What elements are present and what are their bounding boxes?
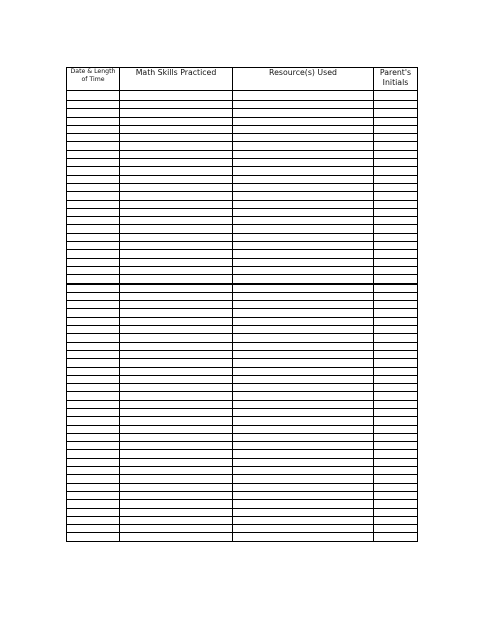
cell-date[interactable] xyxy=(67,134,120,142)
cell-skills[interactable] xyxy=(120,467,233,475)
cell-initials[interactable] xyxy=(374,359,418,367)
column-header-parents-initials xyxy=(374,68,418,91)
table-row xyxy=(67,450,418,458)
cell-initials[interactable] xyxy=(374,200,418,208)
cell-skills[interactable] xyxy=(120,258,233,266)
cell-initials[interactable] xyxy=(374,142,418,150)
cell-date[interactable] xyxy=(67,483,120,491)
cell-resources[interactable] xyxy=(233,350,374,358)
cell-resources[interactable] xyxy=(233,208,374,216)
cell-date[interactable] xyxy=(67,442,120,450)
cell-resources[interactable] xyxy=(233,408,374,416)
cell-initials[interactable] xyxy=(374,150,418,158)
cell-date[interactable] xyxy=(67,117,120,125)
table-row xyxy=(67,200,418,208)
cell-skills[interactable] xyxy=(120,167,233,175)
cell-initials[interactable] xyxy=(374,167,418,175)
cell-skills[interactable] xyxy=(120,442,233,450)
table-row xyxy=(67,183,418,191)
cell-initials[interactable] xyxy=(374,292,418,300)
table-row xyxy=(67,350,418,358)
cell-resources[interactable] xyxy=(233,284,374,293)
cell-date[interactable] xyxy=(67,109,120,117)
cell-resources[interactable] xyxy=(233,491,374,499)
cell-initials[interactable] xyxy=(374,192,418,200)
table-row xyxy=(67,292,418,300)
cell-resources[interactable] xyxy=(233,159,374,167)
cell-skills[interactable] xyxy=(120,183,233,191)
cell-date[interactable] xyxy=(67,450,120,458)
cell-date[interactable] xyxy=(67,525,120,533)
cell-skills[interactable] xyxy=(120,134,233,142)
table-row xyxy=(67,326,418,334)
cell-resources[interactable] xyxy=(233,516,374,524)
cell-skills[interactable] xyxy=(120,334,233,342)
cell-skills[interactable] xyxy=(120,109,233,117)
cell-date[interactable] xyxy=(67,167,120,175)
cell-initials[interactable] xyxy=(374,525,418,533)
cell-initials[interactable] xyxy=(374,350,418,358)
table-row xyxy=(67,458,418,466)
cell-skills[interactable] xyxy=(120,192,233,200)
table-row xyxy=(67,375,418,383)
cell-date[interactable] xyxy=(67,125,120,133)
cell-resources[interactable] xyxy=(233,142,374,150)
cell-resources[interactable] xyxy=(233,225,374,233)
cell-skills[interactable] xyxy=(120,475,233,483)
cell-resources[interactable] xyxy=(233,91,374,101)
table-row xyxy=(67,425,418,433)
cell-skills[interactable] xyxy=(120,392,233,400)
cell-skills[interactable] xyxy=(120,292,233,300)
cell-skills[interactable] xyxy=(120,242,233,250)
cell-resources[interactable] xyxy=(233,467,374,475)
cell-skills[interactable] xyxy=(120,142,233,150)
cell-date[interactable] xyxy=(67,309,120,317)
cell-date[interactable] xyxy=(67,350,120,358)
cell-date[interactable] xyxy=(67,500,120,508)
cell-initials[interactable] xyxy=(374,491,418,499)
cell-skills[interactable] xyxy=(120,266,233,274)
cell-resources[interactable] xyxy=(233,250,374,258)
cell-resources[interactable] xyxy=(233,342,374,350)
table-row xyxy=(67,125,418,133)
cell-date[interactable] xyxy=(67,475,120,483)
table-row xyxy=(67,533,418,541)
cell-resources[interactable] xyxy=(233,101,374,109)
cell-initials[interactable] xyxy=(374,225,418,233)
cell-date[interactable] xyxy=(67,200,120,208)
table-row xyxy=(67,475,418,483)
date-header-line-1: Date & Length xyxy=(70,68,116,75)
cell-skills[interactable] xyxy=(120,159,233,167)
cell-initials[interactable] xyxy=(374,533,418,541)
cell-resources[interactable] xyxy=(233,375,374,383)
table-row xyxy=(67,275,418,284)
table-row xyxy=(67,367,418,375)
table-row xyxy=(67,417,418,425)
cell-date[interactable] xyxy=(67,250,120,258)
cell-resources[interactable] xyxy=(233,301,374,309)
cell-skills[interactable] xyxy=(120,359,233,367)
cell-initials[interactable] xyxy=(374,266,418,274)
cell-resources[interactable] xyxy=(233,125,374,133)
cell-resources[interactable] xyxy=(233,359,374,367)
cell-date[interactable] xyxy=(67,208,120,216)
cell-initials[interactable] xyxy=(374,500,418,508)
cell-initials[interactable] xyxy=(374,408,418,416)
table-row xyxy=(67,467,418,475)
table-row xyxy=(67,117,418,125)
table-row xyxy=(67,442,418,450)
table-row xyxy=(67,150,418,158)
cell-date[interactable] xyxy=(67,425,120,433)
cell-date[interactable] xyxy=(67,317,120,325)
cell-skills[interactable] xyxy=(120,533,233,541)
column-header-math-skills: Math Skills Practiced xyxy=(120,68,233,91)
cell-skills[interactable] xyxy=(120,458,233,466)
cell-initials[interactable] xyxy=(374,134,418,142)
cell-skills[interactable] xyxy=(120,125,233,133)
table-row xyxy=(67,334,418,342)
cell-skills[interactable] xyxy=(120,525,233,533)
table-row xyxy=(67,284,418,293)
cell-date[interactable] xyxy=(67,375,120,383)
cell-resources[interactable] xyxy=(233,117,374,125)
table-row xyxy=(67,408,418,416)
cell-skills[interactable] xyxy=(120,375,233,383)
table-row xyxy=(67,392,418,400)
cell-initials[interactable] xyxy=(374,301,418,309)
cell-date[interactable] xyxy=(67,326,120,334)
cell-initials[interactable] xyxy=(374,91,418,101)
cell-resources[interactable] xyxy=(233,167,374,175)
date-header-line-2: of Time xyxy=(81,76,105,83)
cell-initials[interactable] xyxy=(374,309,418,317)
cell-initials[interactable] xyxy=(374,417,418,425)
cell-initials[interactable] xyxy=(374,442,418,450)
cell-initials[interactable] xyxy=(374,516,418,524)
cell-date[interactable] xyxy=(67,301,120,309)
cell-resources[interactable] xyxy=(233,258,374,266)
cell-initials[interactable] xyxy=(374,117,418,125)
cell-date[interactable] xyxy=(67,292,120,300)
cell-resources[interactable] xyxy=(233,326,374,334)
cell-initials[interactable] xyxy=(374,400,418,408)
cell-skills[interactable] xyxy=(120,309,233,317)
table-row xyxy=(67,500,418,508)
cell-resources[interactable] xyxy=(233,525,374,533)
cell-skills[interactable] xyxy=(120,450,233,458)
cell-initials[interactable] xyxy=(374,208,418,216)
table-body xyxy=(67,91,418,542)
table-row xyxy=(67,508,418,516)
cell-resources[interactable] xyxy=(233,400,374,408)
table-row xyxy=(67,192,418,200)
cell-resources[interactable] xyxy=(233,483,374,491)
cell-resources[interactable] xyxy=(233,150,374,158)
cell-resources[interactable] xyxy=(233,334,374,342)
cell-date[interactable] xyxy=(67,192,120,200)
cell-resources[interactable] xyxy=(233,367,374,375)
cell-initials[interactable] xyxy=(374,326,418,334)
table-row xyxy=(67,109,418,117)
cell-initials[interactable] xyxy=(374,317,418,325)
cell-date[interactable] xyxy=(67,433,120,441)
cell-resources[interactable] xyxy=(233,458,374,466)
cell-resources[interactable] xyxy=(233,442,374,450)
cell-resources[interactable] xyxy=(233,450,374,458)
cell-skills[interactable] xyxy=(120,301,233,309)
cell-skills[interactable] xyxy=(120,217,233,225)
cell-resources[interactable] xyxy=(233,275,374,284)
cell-skills[interactable] xyxy=(120,175,233,183)
cell-date[interactable] xyxy=(67,233,120,241)
cell-resources[interactable] xyxy=(233,175,374,183)
cell-initials[interactable] xyxy=(374,334,418,342)
cell-initials[interactable] xyxy=(374,217,418,225)
table-row xyxy=(67,250,418,258)
cell-skills[interactable] xyxy=(120,400,233,408)
table-row xyxy=(67,242,418,250)
cell-resources[interactable] xyxy=(233,508,374,516)
cell-initials[interactable] xyxy=(374,450,418,458)
cell-date[interactable] xyxy=(67,150,120,158)
cell-resources[interactable] xyxy=(233,192,374,200)
cell-resources[interactable] xyxy=(233,317,374,325)
table-row xyxy=(67,175,418,183)
math-practice-log-table xyxy=(66,67,418,542)
cell-initials[interactable] xyxy=(374,467,418,475)
cell-initials[interactable] xyxy=(374,483,418,491)
column-header-date-length xyxy=(67,68,120,91)
cell-initials[interactable] xyxy=(374,458,418,466)
initials-header-line-2: Initials xyxy=(382,78,409,87)
cell-skills[interactable] xyxy=(120,350,233,358)
cell-initials[interactable] xyxy=(374,284,418,293)
cell-skills[interactable] xyxy=(120,317,233,325)
cell-initials[interactable] xyxy=(374,109,418,117)
cell-initials[interactable] xyxy=(374,375,418,383)
cell-resources[interactable] xyxy=(233,217,374,225)
cell-date[interactable] xyxy=(67,392,120,400)
table-row xyxy=(67,225,418,233)
cell-skills[interactable] xyxy=(120,225,233,233)
cell-skills[interactable] xyxy=(120,384,233,392)
cell-initials[interactable] xyxy=(374,425,418,433)
cell-initials[interactable] xyxy=(374,183,418,191)
table-row xyxy=(67,384,418,392)
cell-skills[interactable] xyxy=(120,326,233,334)
cell-skills[interactable] xyxy=(120,425,233,433)
cell-date[interactable] xyxy=(67,516,120,524)
table-row xyxy=(67,400,418,408)
table-header-row xyxy=(67,68,418,91)
cell-resources[interactable] xyxy=(233,533,374,541)
cell-skills[interactable] xyxy=(120,101,233,109)
table-row xyxy=(67,433,418,441)
cell-skills[interactable] xyxy=(120,208,233,216)
cell-skills[interactable] xyxy=(120,233,233,241)
table-row xyxy=(67,359,418,367)
cell-date[interactable] xyxy=(67,284,120,293)
cell-skills[interactable] xyxy=(120,150,233,158)
table-row xyxy=(67,342,418,350)
table-row xyxy=(67,317,418,325)
table-row xyxy=(67,483,418,491)
table-row xyxy=(67,258,418,266)
cell-resources[interactable] xyxy=(233,266,374,274)
table-row xyxy=(67,491,418,499)
cell-resources[interactable] xyxy=(233,384,374,392)
cell-date[interactable] xyxy=(67,359,120,367)
cell-initials[interactable] xyxy=(374,159,418,167)
cell-skills[interactable] xyxy=(120,500,233,508)
cell-skills[interactable] xyxy=(120,367,233,375)
table-row xyxy=(67,266,418,274)
cell-skills[interactable] xyxy=(120,275,233,284)
table-row xyxy=(67,91,418,101)
table-row xyxy=(67,167,418,175)
cell-resources[interactable] xyxy=(233,417,374,425)
cell-skills[interactable] xyxy=(120,250,233,258)
cell-skills[interactable] xyxy=(120,408,233,416)
table-row xyxy=(67,217,418,225)
cell-resources[interactable] xyxy=(233,433,374,441)
cell-resources[interactable] xyxy=(233,242,374,250)
cell-initials[interactable] xyxy=(374,367,418,375)
cell-initials[interactable] xyxy=(374,384,418,392)
cell-skills[interactable] xyxy=(120,91,233,101)
cell-resources[interactable] xyxy=(233,233,374,241)
cell-date[interactable] xyxy=(67,342,120,350)
cell-date[interactable] xyxy=(67,258,120,266)
cell-skills[interactable] xyxy=(120,284,233,293)
cell-date[interactable] xyxy=(67,417,120,425)
cell-resources[interactable] xyxy=(233,309,374,317)
table-row xyxy=(67,208,418,216)
cell-skills[interactable] xyxy=(120,508,233,516)
cell-skills[interactable] xyxy=(120,433,233,441)
cell-initials[interactable] xyxy=(374,392,418,400)
cell-resources[interactable] xyxy=(233,475,374,483)
cell-initials[interactable] xyxy=(374,475,418,483)
cell-skills[interactable] xyxy=(120,516,233,524)
cell-resources[interactable] xyxy=(233,134,374,142)
table-row xyxy=(67,159,418,167)
cell-date[interactable] xyxy=(67,408,120,416)
cell-date[interactable] xyxy=(67,159,120,167)
cell-resources[interactable] xyxy=(233,500,374,508)
table-row xyxy=(67,142,418,150)
cell-date[interactable] xyxy=(67,458,120,466)
cell-date[interactable] xyxy=(67,242,120,250)
cell-date[interactable] xyxy=(67,91,120,101)
cell-resources[interactable] xyxy=(233,183,374,191)
cell-skills[interactable] xyxy=(120,417,233,425)
cell-initials[interactable] xyxy=(374,275,418,284)
cell-date[interactable] xyxy=(67,183,120,191)
cell-resources[interactable] xyxy=(233,392,374,400)
cell-date[interactable] xyxy=(67,101,120,109)
cell-initials[interactable] xyxy=(374,258,418,266)
cell-resources[interactable] xyxy=(233,425,374,433)
cell-skills[interactable] xyxy=(120,117,233,125)
cell-initials[interactable] xyxy=(374,175,418,183)
cell-skills[interactable] xyxy=(120,200,233,208)
table-row xyxy=(67,233,418,241)
cell-date[interactable] xyxy=(67,142,120,150)
cell-skills[interactable] xyxy=(120,491,233,499)
cell-initials[interactable] xyxy=(374,250,418,258)
cell-date[interactable] xyxy=(67,334,120,342)
cell-initials[interactable] xyxy=(374,233,418,241)
column-header-resources: Resource(s) Used xyxy=(233,68,374,91)
cell-initials[interactable] xyxy=(374,101,418,109)
table-row xyxy=(67,309,418,317)
cell-skills[interactable] xyxy=(120,342,233,350)
cell-date[interactable] xyxy=(67,491,120,499)
cell-initials[interactable] xyxy=(374,433,418,441)
cell-date[interactable] xyxy=(67,175,120,183)
cell-initials[interactable] xyxy=(374,242,418,250)
cell-initials[interactable] xyxy=(374,125,418,133)
table-row xyxy=(67,134,418,142)
cell-date[interactable] xyxy=(67,384,120,392)
initials-header-line-1: Parent's xyxy=(379,68,412,77)
table-row xyxy=(67,525,418,533)
cell-resources[interactable] xyxy=(233,292,374,300)
cell-date[interactable] xyxy=(67,533,120,541)
cell-date[interactable] xyxy=(67,467,120,475)
cell-date[interactable] xyxy=(67,508,120,516)
cell-initials[interactable] xyxy=(374,342,418,350)
table-row xyxy=(67,516,418,524)
table-row xyxy=(67,301,418,309)
table-row xyxy=(67,101,418,109)
cell-initials[interactable] xyxy=(374,508,418,516)
cell-date[interactable] xyxy=(67,225,120,233)
cell-resources[interactable] xyxy=(233,109,374,117)
cell-date[interactable] xyxy=(67,217,120,225)
cell-skills[interactable] xyxy=(120,483,233,491)
cell-date[interactable] xyxy=(67,400,120,408)
cell-date[interactable] xyxy=(67,367,120,375)
cell-resources[interactable] xyxy=(233,200,374,208)
cell-date[interactable] xyxy=(67,275,120,284)
cell-date[interactable] xyxy=(67,266,120,274)
